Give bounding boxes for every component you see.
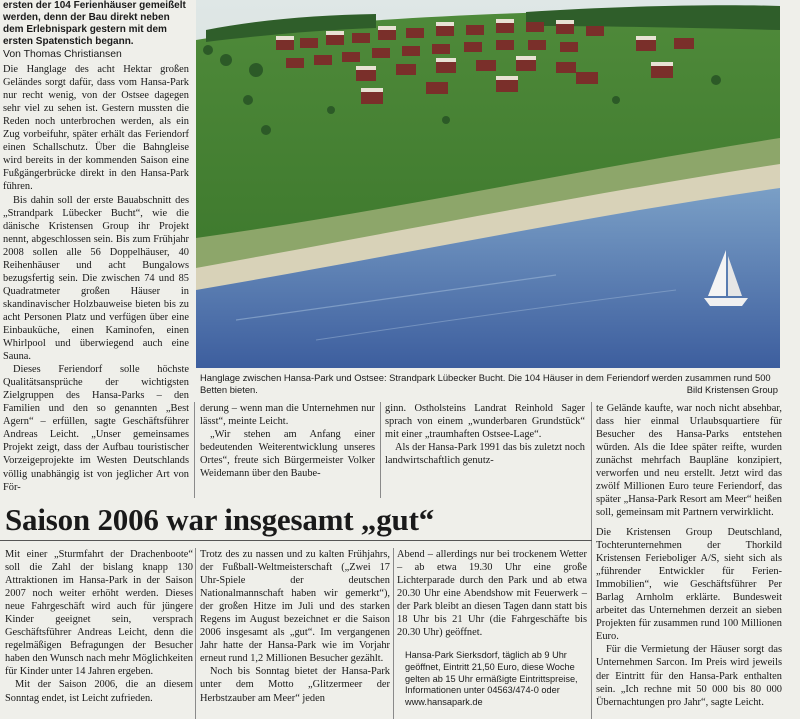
column-divider — [195, 548, 196, 719]
paragraph: Noch bis Sonntag bietet der Hansa-Park unter dem Motto „Glitzermeer der Herbstzauber am Meer“ jeden — [200, 666, 390, 704]
article-lede: ersten der 104 Ferienhäuser gemeißelt werden, denn der Bau direkt neben dem Erlebnispark gestern mit dem ersten Spatenstich begann. — [3, 0, 186, 47]
paragraph: Trotz des zu nassen und zu kalten Frühjahrs, der Fußball-Weltmeisterschaft („Zwei 17 Uhr-Spiele der deutschen Nationalmannschaft haben wir gemerkt“), der großen Hitze im Juli und des starken Regens im August bezeichnet er die Saison 2006 insgesamt als „gut“. Im vergangenen Jahr hatte der Hansa-Park wie im Vorjahr erneut rund 1,2 Millionen Besucher gezählt. — [200, 549, 390, 665]
paragraph: Mit einer „Sturmfahrt der Drachenboote“ soll die Zahl der bislang knapp 130 Attraktionen im Hansa-Park in der Saison 2007 noch weiter erhöht werden. Dieses neue Fahrgeschäft wird auch für jüngere Kinder geeignet sein, versprach Geschäftsführer Andreas Leicht, denn die regelmäßigen Befragungen der Besucher haben den Wunsch nach mehr Möglichkeiten für Kinder unter 14 Jahren ergeben. — [5, 549, 193, 678]
photo-caption — [200, 372, 778, 395]
article-column-a — [200, 402, 375, 480]
paragraph: Die Kristensen Group Deutschland, Tochterunternehmen der Thorkild Kristensen Ferieboliger A/S, sieht sich als „führender Entwickler für Ferien-Immobilien“, wie Geschäftsführer Per Barlag Arnholm erklärte. Bundesweit arbeitet das Unternehmen derzeit an sieben Projekten für zusammen rund 100 Millionen Euro. — [596, 527, 782, 643]
paragraph: Mit der Saison 2006, die an diesem Sonntag endet, ist Leicht zufrieden. — [5, 679, 193, 704]
paragraph: derung – wenn man die Unternehmen nur lässt“, meinte Leicht. — [200, 403, 375, 428]
paragraph: ginn. Ostholsteins Landrat Reinhold Sager sprach von einem „wunderbaren Grundstück“ mit einer „traumhaften Ostsee-Lage“. — [385, 403, 585, 441]
headline-rule — [0, 540, 592, 541]
article-column-c — [596, 402, 782, 519]
byline: Von Thomas Christiansen — [3, 49, 122, 60]
paragraph: Die Hanglage des acht Hektar großen Geländes sorgt dafür, dass vom Hansa-Park nur recht wenig, von der Ostsee dagegen sehr viel zu sehen ist. Gestern mussten die Reden noch unterbrochen werden, als ein Zug vorbeifuhr, später erhält das Feriendorf einen Schallschutz. Über die Bahngleise wird bereits in der kommenden Saison eine Fußgängerbrücke direkt in den Hansa-Park führen. — [3, 64, 189, 193]
park-info-box: Hansa-Park Sierksdorf, täglich ab 9 Uhr geöffnet, Eintritt 21,50 Euro, diese Woche gelten ab 15 Uhr ermäßigte Eintrittspreise, Informationen unter 04563/474-0 oder www.hansapark.de — [405, 650, 578, 708]
resort-rendering-photo — [196, 0, 780, 368]
column-divider — [591, 402, 592, 719]
paragraph: Für die Vermietung der Häuser sorgt das Unternehmen Sarcon. Im Preis wird jeweils der Eintritt für den Hansa-Park enthalten sein. „Ich rechne mit 50 000 bis 80 000 Übernachtungen pro Jahr“, sagte Leicht. — [596, 644, 782, 708]
article-column-b — [385, 402, 585, 467]
article-column-d — [5, 548, 193, 705]
column-divider — [380, 402, 381, 498]
article-column-left — [3, 0, 189, 494]
article-headline: Saison 2006 war insgesamt „gut“ — [5, 502, 434, 537]
article-column-g — [596, 526, 782, 709]
column-divider — [194, 402, 195, 498]
paragraph: Als der Hansa-Park 1991 das bis zuletzt noch landwirtschaftlich genutz- — [385, 442, 585, 467]
paragraph: Bis dahin soll der erste Bauabschnitt des „Strandpark Lübecker Bucht“, wie die dänische Kristensen Group ihr Projekt nennt, abgeschlossen sein. Bis zum Frühjahr 2008 sollen alle 56 Doppelhäuser, 40 Reihenhäuser und acht Bungalows bezugsfertig sein. Die zwischen 74 und 85 Quadratmeter großen Häuser in skandinavischer Holzbauweise bieten bis zu acht Personen Platz und verfügen über eine Einbauküche, einen Kaminofen, einen Whirlpool und überwiegend auch eine Sauna. — [3, 194, 189, 363]
paragraph: Dieses Feriendorf solle höchste Qualitätsansprüche der wichtigsten Zielgruppen des Hansa-Parks – den Familien und den so genannten „Best Agern“ – erfüllen, sagte Geschäftsführer Andreas Leicht. „Unser gemeinsames Projekt zeigt, dass der Aufbau touristischer Vorzeigeprojekte im Westen Deutschlands völlig unabhängig ist von jeglicher Art von För- — [3, 364, 189, 493]
column-divider — [393, 548, 394, 719]
caption-text: Hanglage zwischen Hansa-Park und Ostsee: Strandpark Lübecker Bucht. Die 104 Häuser in dem Feriendorf werden zusammen rund 500 Betten bieten. — [200, 372, 771, 395]
photo-credit: Bild Kristensen Group — [686, 383, 778, 395]
article-column-e — [200, 548, 390, 705]
article-column-f — [397, 548, 587, 639]
paragraph: te Gelände kaufte, war noch nicht absehbar, dass hier einmal Urlaubsquartiere für Besucher des Hansa-Parks entstehen würden. Als die Idee später reifte, wurden zunächst mehrfach Baupläne konzipiert, verworfen und neu erstellt. Jetzt wird das zwölf Millionen Euro teure Feriendorf, das später „Hansa-Park Resort am Meer“ heißen soll, gemeinsam mit Partnern verwirklicht. — [596, 403, 782, 519]
paragraph: Abend – allerdings nur bei trockenem Wetter – ab etwa 19.30 Uhr eine große Lichterparade durch den Park und ab etwa 20.30 Uhr eine Abendshow mit Feuerwerk – der Park bleibt an diesen Tagen dann statt bis 18 Uhr bis 21 Uhr (die Fahrgeschäfte bis 20.30 Uhr) geöffnet. — [397, 549, 587, 639]
paragraph: „Wir stehen am Anfang einer bedeutenden Weiterentwicklung unseres Ortes“, freute sich Bürgermeister Volker Weidemann über den Baube- — [200, 429, 375, 480]
